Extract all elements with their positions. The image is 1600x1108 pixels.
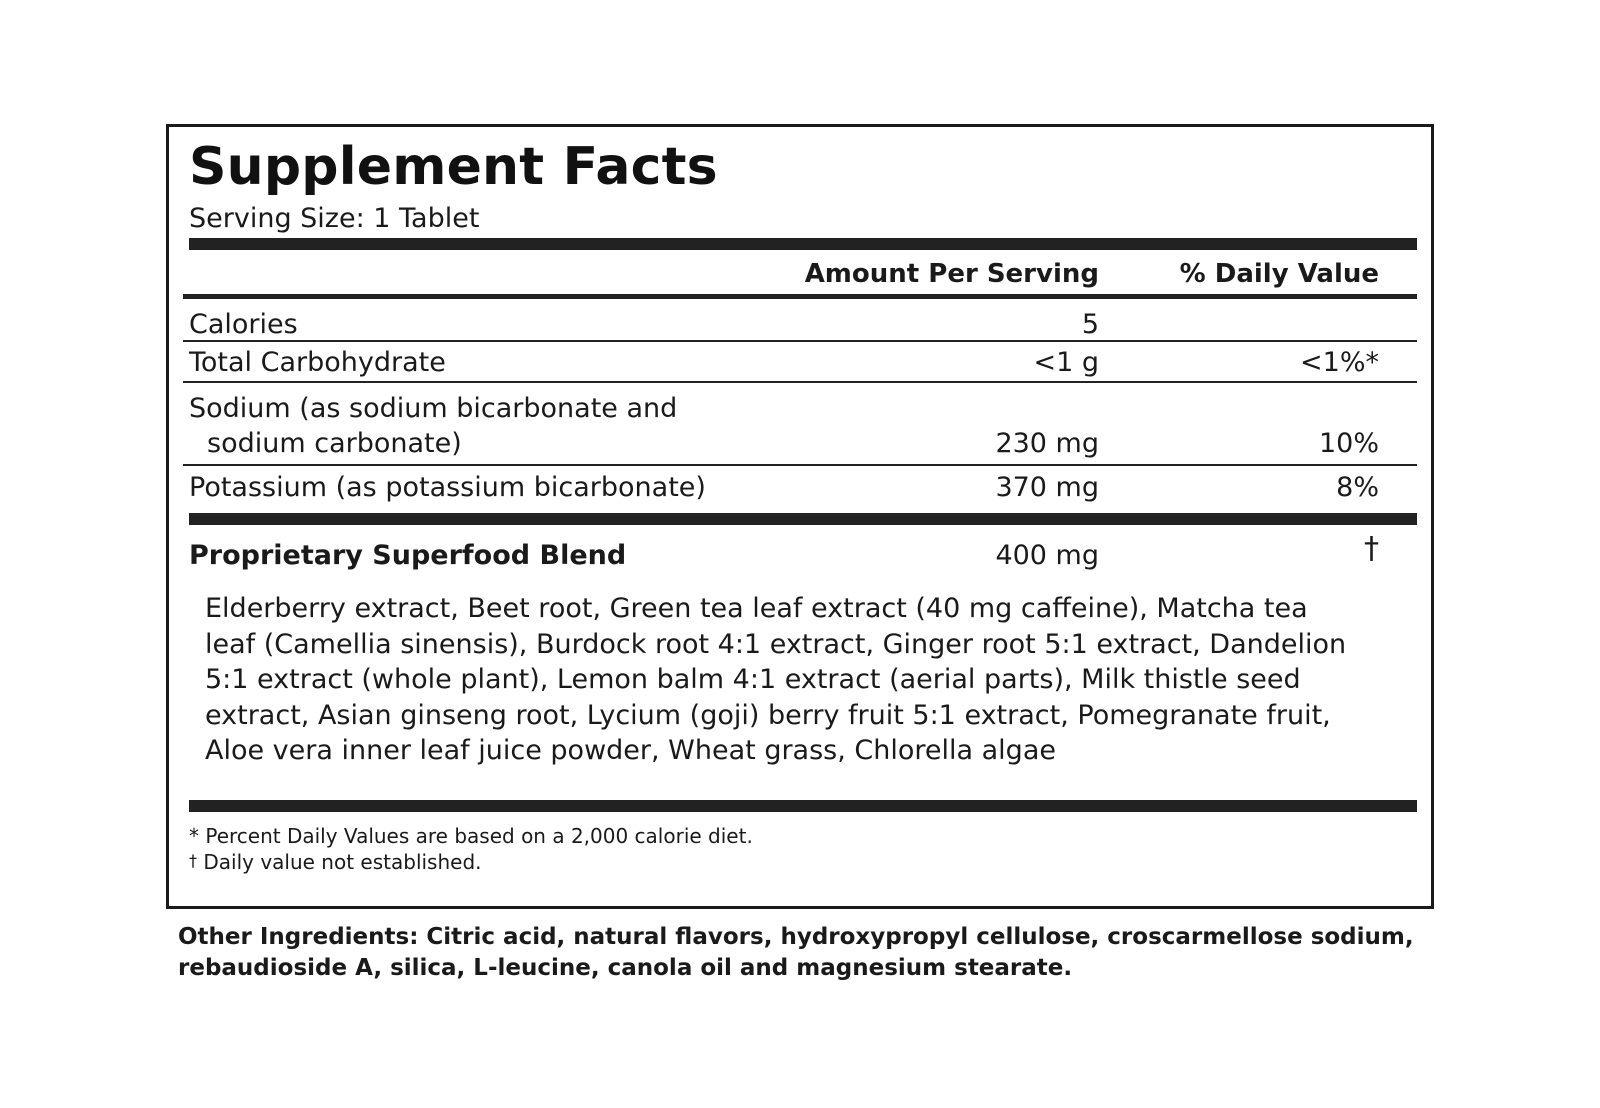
nutrient-amount: 230 mg	[995, 428, 1099, 459]
nutrient-daily-value: <1%*	[1300, 347, 1379, 378]
nutrient-name: Calories	[189, 309, 298, 340]
thick-divider-top	[189, 238, 1417, 250]
blend-ingredients: Elderberry extract, Beet root, Green tea leaf extract (40 mg caffeine), Matcha tea leaf (Camellia sinensis), Burdock root 4:1 extract, Ginger root 5:1 extract, Dandelion 5:1 extract (whole plant), Lemon balm 4:1 extract (aerial parts), Milk thistle seed extract, Asian ginseng root, Lycium (goji) berry fruit 5:1 extract, Pomegranate fruit, Aloe vera inner leaf juice powder, Wheat grass, Chlorella algae	[205, 593, 1347, 766]
footnote-dagger	[189, 850, 482, 874]
nutrient-amount: 5	[1081, 309, 1099, 340]
nutrient-name: Total Carbohydrate	[189, 347, 446, 378]
footnote-mark: †	[189, 851, 197, 870]
blend-dagger: †	[1364, 531, 1379, 566]
nutrient-amount: 370 mg	[995, 472, 1099, 503]
serving-size: Serving Size: 1 Tablet	[189, 203, 480, 234]
header-amount: Amount Per Serving	[804, 259, 1099, 289]
nutrient-name-line2: sodium carbonate)	[207, 428, 462, 459]
header-divider	[183, 294, 1417, 299]
nutrient-name-line1: Sodium (as sodium bicarbonate and	[189, 393, 678, 424]
nutrient-daily-value: 10%	[1318, 428, 1379, 459]
footnote-text: Daily value not established.	[203, 850, 482, 874]
footnote-mark: *	[189, 824, 199, 848]
footnote-text: Percent Daily Values are based on a 2,000 calorie diet.	[205, 824, 753, 848]
row-divider	[183, 464, 1417, 466]
row-divider	[183, 381, 1417, 383]
blend-amount: 400 mg	[995, 540, 1099, 571]
header-daily-value: % Daily Value	[1179, 259, 1379, 289]
thick-divider-middle	[189, 513, 1417, 525]
thick-divider-bottom	[189, 800, 1417, 812]
nutrient-daily-value: 8%	[1336, 472, 1379, 503]
nutrient-amount: <1 g	[1033, 347, 1099, 378]
footnote-percent	[189, 824, 753, 848]
panel-title: Supplement Facts	[189, 137, 718, 197]
supplement-facts-panel	[166, 124, 1434, 909]
row-divider	[183, 340, 1417, 342]
blend-name: Proprietary Superfood Blend	[189, 540, 627, 571]
other-ingredients: Other Ingredients: Citric acid, natural flavors, hydroxypropyl cellulose, croscarmellose sodium, rebaudioside A, silica, L-leucine, canola oil and magnesium stearate.	[178, 924, 1414, 981]
nutrient-name: Potassium (as potassium bicarbonate)	[189, 472, 706, 503]
